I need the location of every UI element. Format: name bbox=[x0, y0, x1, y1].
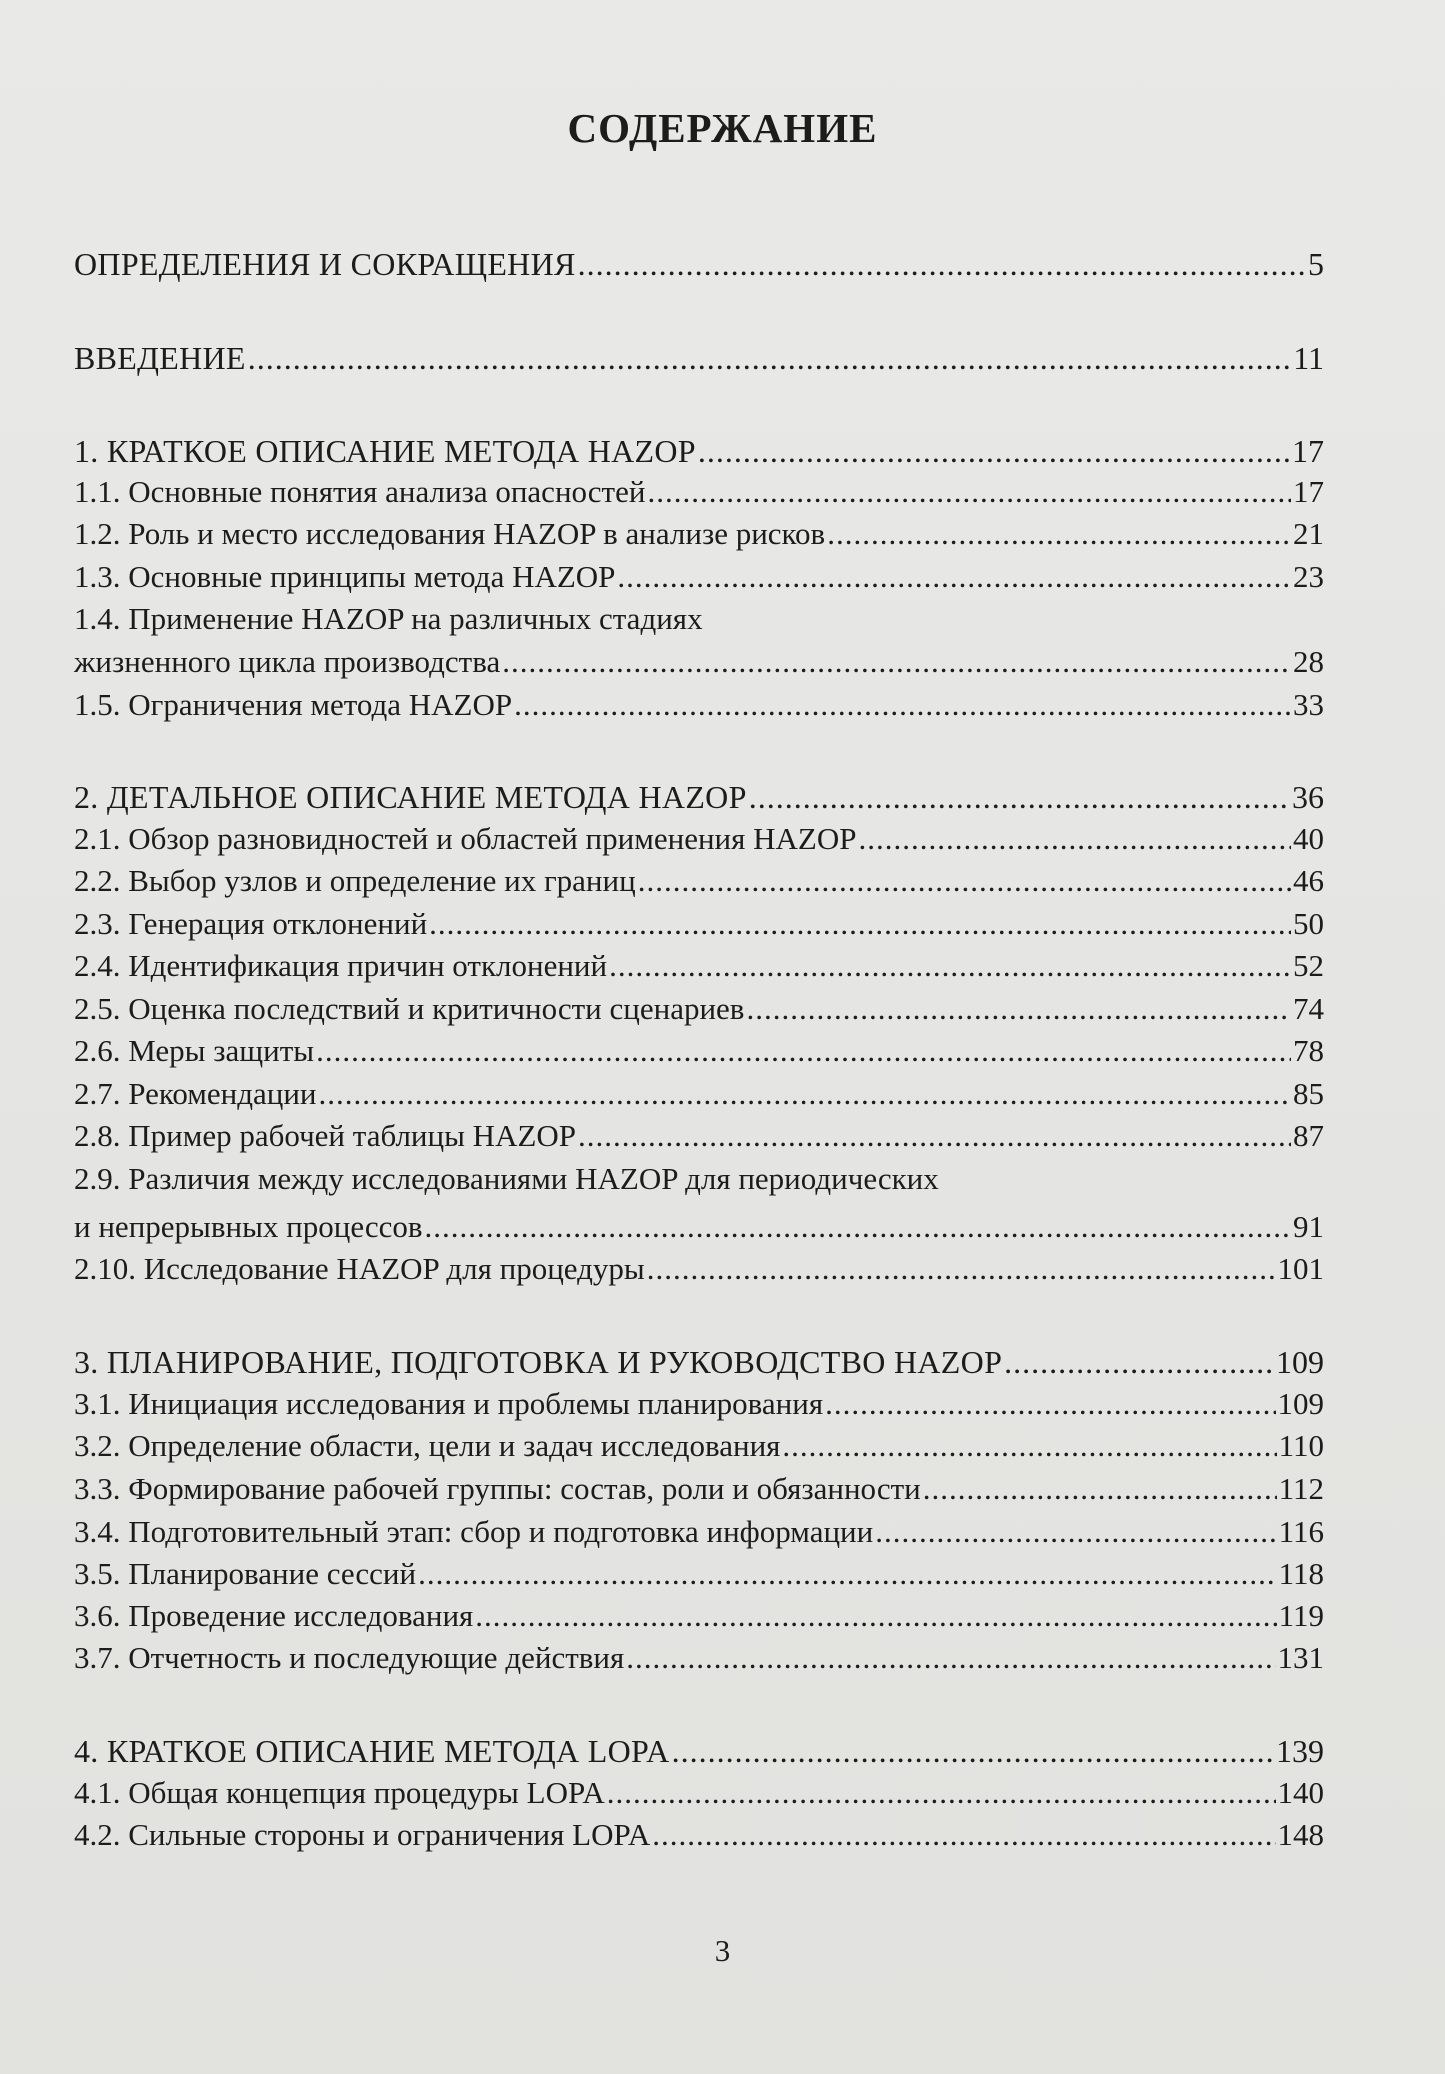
toc-entry-label: 2.7. Рекомендации bbox=[74, 1076, 317, 1111]
toc-entry-label: 1. КРАТКОЕ ОПИСАНИЕ МЕТОДА HAZOP bbox=[74, 433, 696, 469]
toc-entry-2-9[interactable] bbox=[74, 1207, 1324, 1247]
toc-entry-page: 116 bbox=[1278, 1514, 1324, 1549]
toc-entry-page: 36 bbox=[1292, 779, 1324, 815]
toc-entry-page: 140 bbox=[1277, 1775, 1324, 1810]
toc-entry-2-7[interactable] bbox=[74, 1074, 1324, 1114]
toc-entry-label: 3.3. Формирование рабочей группы: состав, роли и обязанности bbox=[74, 1471, 921, 1506]
leader-dots bbox=[749, 777, 1290, 817]
toc-entry-2-4[interactable] bbox=[74, 946, 1324, 986]
toc-entry-page: 118 bbox=[1278, 1556, 1324, 1591]
toc-entry-label: 2.4. Идентификация причин отклонений bbox=[74, 948, 608, 983]
toc-entry-page: 91 bbox=[1293, 1209, 1324, 1244]
toc-entry-page: 46 bbox=[1293, 863, 1324, 898]
leader-dots bbox=[647, 1249, 1276, 1289]
toc-entry-2-9-line1[interactable]: 2.9. Различия между исследованиями HAZOP для периодических bbox=[74, 1161, 939, 1196]
leader-dots bbox=[698, 431, 1290, 471]
toc-entry-page: 21 bbox=[1293, 516, 1324, 551]
toc-entry-label: 3. ПЛАНИРОВАНИЕ, ПОДГОТОВКА И РУКОВОДСТВО HAZOP bbox=[74, 1344, 1003, 1380]
toc-entry-page: 17 bbox=[1293, 474, 1324, 509]
toc-entry-page: 85 bbox=[1293, 1076, 1324, 1111]
toc-entry-label: 1.1. Основные понятия анализа опасностей bbox=[74, 474, 646, 509]
toc-entry-label: 3.4. Подготовительный этап: сбор и подготовка информации bbox=[74, 1514, 874, 1549]
toc-entry-page: 109 bbox=[1276, 1344, 1324, 1380]
toc-entry-page: 139 bbox=[1276, 1733, 1324, 1769]
toc-entry-3-5[interactable] bbox=[74, 1554, 1324, 1594]
toc-entry-label: 2. ДЕТАЛЬНОЕ ОПИСАНИЕ МЕТОДА HAZOP bbox=[74, 779, 747, 815]
toc-entry-label: жизненного цикла производства bbox=[74, 644, 501, 679]
toc-entry-3-4[interactable] bbox=[74, 1512, 1324, 1552]
toc-entry-label: ВВЕДЕНИЕ bbox=[74, 340, 246, 376]
toc-chapter-4[interactable] bbox=[74, 1731, 1324, 1771]
toc-entry-page: 101 bbox=[1277, 1251, 1324, 1286]
leader-dots bbox=[1004, 1342, 1274, 1382]
toc-entry-2-3[interactable] bbox=[74, 904, 1324, 944]
toc-entry-label: 3.7. Отчетность и последующие действия bbox=[74, 1640, 625, 1675]
toc-entry-page: 78 bbox=[1293, 1033, 1324, 1068]
toc-entry-page: 11 bbox=[1293, 340, 1324, 376]
toc-entry-1-3[interactable] bbox=[74, 557, 1324, 597]
toc-entry-3-6[interactable] bbox=[74, 1596, 1324, 1636]
toc-entry-page: 28 bbox=[1293, 644, 1324, 679]
toc-entry-page: 131 bbox=[1277, 1640, 1324, 1675]
leader-dots bbox=[626, 1638, 1275, 1678]
toc-entry-3-3[interactable] bbox=[74, 1469, 1324, 1509]
toc-entry-1-4[interactable] bbox=[74, 642, 1324, 682]
leader-dots bbox=[502, 642, 1291, 682]
toc-entry-3-2[interactable] bbox=[74, 1426, 1324, 1466]
toc-chapter-3[interactable] bbox=[74, 1342, 1324, 1382]
toc-entry-label: 2.5. Оценка последствий и критичности сценариев bbox=[74, 991, 745, 1026]
toc-entry-1-4-line1[interactable]: 1.4. Применение HAZOP на различных стадиях bbox=[74, 601, 703, 636]
toc-entry-label: 1.5. Ограничения метода HAZOP bbox=[74, 687, 513, 722]
leader-dots bbox=[782, 1426, 1276, 1466]
toc-entry-page: 74 bbox=[1293, 991, 1324, 1026]
leader-dots bbox=[319, 1074, 1291, 1114]
toc-entry-page: 87 bbox=[1293, 1118, 1324, 1153]
toc-entry-page: 50 bbox=[1293, 906, 1324, 941]
leader-dots bbox=[429, 904, 1291, 944]
toc-entry-page: 5 bbox=[1308, 246, 1324, 282]
toc-entry-label: ОПРЕДЕЛЕНИЯ И СОКРАЩЕНИЯ bbox=[74, 246, 576, 282]
toc-chapter-1[interactable] bbox=[74, 431, 1324, 471]
toc-entry-3-1[interactable] bbox=[74, 1384, 1324, 1424]
page-number: 3 bbox=[714, 1933, 731, 1968]
toc-entry-label: 2.3. Генерация отклонений bbox=[74, 906, 428, 941]
leader-dots bbox=[578, 244, 1306, 284]
leader-dots bbox=[514, 685, 1291, 725]
toc-entry-label: 3.2. Определение области, цели и задач исследования bbox=[74, 1428, 781, 1463]
leader-dots bbox=[825, 1384, 1275, 1424]
leader-dots bbox=[875, 1512, 1276, 1552]
leader-dots bbox=[647, 472, 1291, 512]
leader-dots bbox=[923, 1469, 1277, 1509]
toc-entry-page: 33 bbox=[1293, 687, 1324, 722]
toc-entry-3-7[interactable] bbox=[74, 1638, 1324, 1678]
toc-entry-2-2[interactable] bbox=[74, 861, 1324, 901]
toc-entry-label: 4.1. Общая концепция процедуры LOPA bbox=[74, 1775, 605, 1810]
toc-entry-label: 3.5. Планирование сессий bbox=[74, 1556, 417, 1591]
toc-entry-label: 2.10. Исследование HAZOP для процедуры bbox=[74, 1251, 645, 1286]
toc-entry-label: 3.6. Проведение исследования bbox=[74, 1598, 474, 1633]
leader-dots bbox=[746, 989, 1291, 1029]
leader-dots bbox=[672, 1731, 1274, 1771]
toc-entry-4-1[interactable] bbox=[74, 1773, 1324, 1813]
toc-entry-label: 1.3. Основные принципы метода HAZOP bbox=[74, 559, 616, 594]
toc-entry-2-5[interactable] bbox=[74, 989, 1324, 1029]
toc-entry-introduction[interactable] bbox=[74, 338, 1324, 378]
toc-entry-page: 110 bbox=[1278, 1428, 1324, 1463]
toc-chapter-2[interactable] bbox=[74, 777, 1324, 817]
toc-entry-label: 1.2. Роль и место исследования HAZOP в анализе рисков bbox=[74, 516, 826, 551]
leader-dots bbox=[475, 1596, 1276, 1636]
toc-entry-1-2[interactable] bbox=[74, 514, 1324, 554]
toc-entry-label: 4. КРАТКОЕ ОПИСАНИЕ МЕТОДА LOPA bbox=[74, 1733, 670, 1769]
leader-dots bbox=[578, 1116, 1291, 1156]
toc-entry-page: 109 bbox=[1277, 1386, 1324, 1421]
toc-entry-2-1[interactable] bbox=[74, 819, 1324, 859]
toc-entry-2-8[interactable] bbox=[74, 1116, 1324, 1156]
leader-dots bbox=[617, 557, 1291, 597]
toc-entry-label: 2.8. Пример рабочей таблицы HAZOP bbox=[74, 1118, 577, 1153]
toc-entry-1-1[interactable] bbox=[74, 472, 1324, 512]
leader-dots bbox=[316, 1031, 1291, 1071]
toc-entry-label: 3.1. Инициация исследования и проблемы планирования bbox=[74, 1386, 824, 1421]
toc-entry-page: 40 bbox=[1293, 821, 1324, 856]
toc-entry-label: 2.1. Обзор разновидностей и областей применения HAZOP bbox=[74, 821, 857, 856]
leader-dots bbox=[418, 1554, 1277, 1594]
toc-entry-2-10[interactable] bbox=[74, 1249, 1324, 1289]
toc-entry-label: и непрерывных процессов bbox=[74, 1209, 423, 1244]
toc-entry-label: 2.2. Выбор узлов и определение их границ bbox=[74, 863, 636, 898]
toc-entry-page: 148 bbox=[1277, 1817, 1324, 1852]
leader-dots bbox=[638, 861, 1291, 901]
toc-entry-label: 4.2. Сильные стороны и ограничения LOPA bbox=[74, 1817, 651, 1852]
leader-dots bbox=[425, 1207, 1291, 1247]
toc-entry-4-2[interactable] bbox=[74, 1815, 1324, 1855]
leader-dots bbox=[652, 1815, 1275, 1855]
toc-entry-page: 23 bbox=[1293, 559, 1324, 594]
leader-dots bbox=[607, 1773, 1276, 1813]
toc-entry-page: 119 bbox=[1278, 1598, 1324, 1633]
leader-dots bbox=[827, 514, 1291, 554]
leader-dots bbox=[248, 338, 1291, 378]
toc-entry-page: 17 bbox=[1292, 433, 1324, 469]
toc-entry-page: 52 bbox=[1293, 948, 1324, 983]
toc-entry-1-5[interactable] bbox=[74, 685, 1324, 725]
toc-entry-definitions[interactable] bbox=[74, 244, 1324, 284]
toc-entry-label: 2.6. Меры защиты bbox=[74, 1033, 315, 1068]
page-title: СОДЕРЖАНИЕ bbox=[567, 105, 878, 151]
leader-dots bbox=[859, 819, 1292, 859]
toc-entry-2-6[interactable] bbox=[74, 1031, 1324, 1071]
toc-entry-page: 112 bbox=[1278, 1471, 1324, 1506]
leader-dots bbox=[609, 946, 1291, 986]
